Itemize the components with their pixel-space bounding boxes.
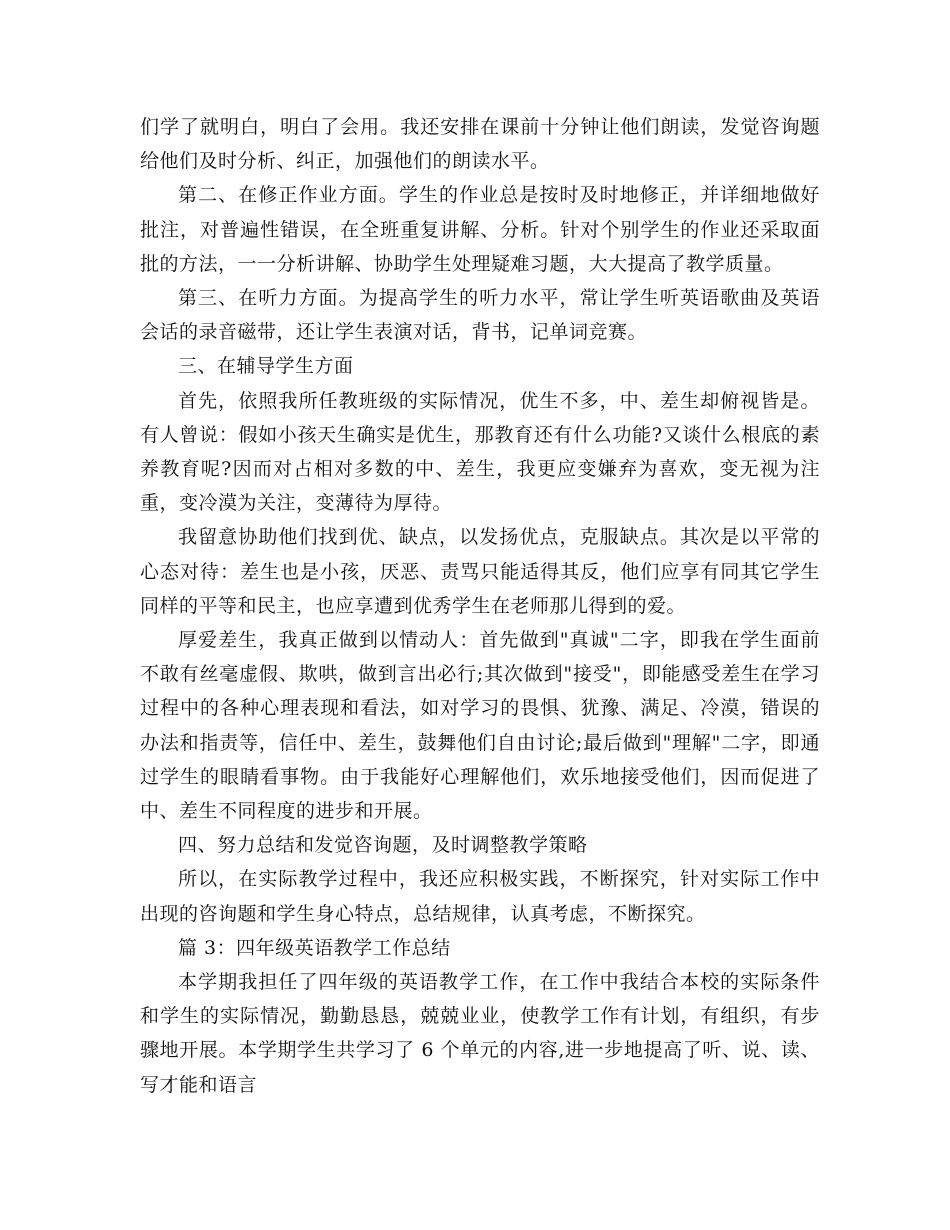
article-title: 篇 3：四年级英语教学工作总结 — [178, 936, 451, 959]
paragraph-8: 本学期我担任了四年级的英语教学工作，在工作中我结合本校的实际条件和学生的实际情况，勤勤恳恳，兢兢业业，使教学工作有计划，有组织，有步骤地开展。本学期学生共学习了 6 个单元的内容,进一步地提高了听、说、读、写才能和语言 — [140, 971, 820, 1096]
paragraph-5: 我留意协助他们找到优、缺点，以发扬优点，克服缺点。其次是以平常的心态对待：差生也是小孩，厌恶、责骂只能适得其反，他们应享有同其它学生同样的平等和民主，也应享遭到优秀学生在老师那儿得到的爱。 — [140, 526, 820, 617]
paragraph-2: 第二、在修正作业方面。学生的作业总是按时及时地修正，并详细地做好批注，对普遍性错误，在全班重复讲解、分析。针对个别学生的作业还采取面批的方法，一一分析讲解、协助学生处理疑难习题，大大提高了教学质量。 — [140, 184, 820, 275]
paragraph-4: 首先，依照我所任教班级的实际情况，优生不多，中、差生却俯视皆是。有人曾说：假如小孩天生确实是优生，那教育还有什么功能?又谈什么根底的素养教育呢?因而对占相对多数的中、差生，我更应变嫌弃为喜欢，变无视为注重，变冷漠为关注，变薄待为厚待。 — [140, 389, 820, 515]
paragraph-3: 第三、在听力方面。为提高学生的听力水平，常让学生听英语歌曲及英语会话的录音磁带，还让学生表演对话，背书，记单词竞赛。 — [140, 287, 820, 344]
section-heading-4: 四、努力总结和发觉咨询题，及时调整教学策略 — [178, 834, 588, 857]
paragraph-6: 厚爱差生，我真正做到以情动人：首先做到"真诚"二字，即我在学生面前不敢有丝毫虚假、欺哄，做到言出必行;其次做到"接受"，即能感受差生在学习过程中的各种心理表现和看法，如对学习的畏惧、犹豫、满足、冷漠，错误的办法和指责等，信任中、差生，鼓舞他们自由讨论;最后做到"理解"二字，即通过学生的眼睛看事物。由于我能好心理解他们，欢乐地接受他们，因而促进了中、差生不同程度的进步和开展。 — [140, 629, 820, 823]
paragraph-7: 所以，在实际教学过程中，我还应积极实践，不断探究，针对实际工作中出现的咨询题和学生身心特点，总结规律，认真考虑，不断探究。 — [140, 868, 820, 925]
section-heading-3: 三、在辅导学生方面 — [178, 355, 354, 378]
paragraph-1: 们学了就明白，明白了会用。我还安排在课前十分钟让他们朗读，发觉咨询题给他们及时分析、纠正，加强他们的朗读水平。 — [140, 116, 820, 173]
document-body — [140, 110, 820, 1102]
